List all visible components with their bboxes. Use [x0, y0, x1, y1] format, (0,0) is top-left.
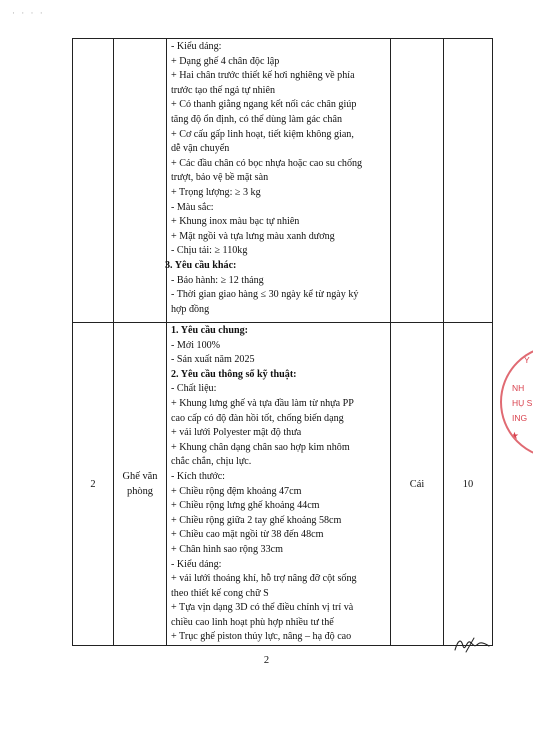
spec-line: + Hai chân trước thiết kế hơi nghiêng về phía	[171, 70, 355, 82]
spec-line: + Chiều cao mặt ngồi từ 38 đến 48cm	[171, 529, 324, 541]
page-number: 2	[263, 655, 270, 666]
red-seal-stamp	[500, 345, 533, 459]
spec-line: trước tạo thế ngả tự nhiên	[171, 84, 276, 96]
table-row-previous	[73, 39, 493, 323]
spec-line: - Thời gian giao hàng ≤ 30 ngày kể từ ngày ký	[171, 289, 359, 301]
spec-line: trượt, bảo vệ bề mặt sàn	[171, 172, 269, 184]
quantity-cell: 10	[444, 323, 493, 646]
seal-text: NH	[512, 383, 525, 393]
spec-cell	[167, 323, 391, 646]
spec-line: + Trục ghế piston thủy lực, nâng – hạ độ cao	[171, 631, 352, 643]
spec-line: + Mặt ngồi và tựa lưng màu xanh dương	[171, 230, 335, 242]
spec-line: chiều cao linh hoạt phù hợp nhiều tư thế	[171, 616, 334, 628]
spec-line: theo thiết kế cong chữ S	[171, 587, 269, 599]
star-icon: ★	[510, 431, 519, 442]
spec-line: - Chất liệu:	[171, 383, 217, 395]
spec-line: + Cơ cấu gấp linh hoạt, tiết kiệm không gian,	[171, 128, 354, 140]
seal-text: ING	[512, 413, 528, 423]
unit-cell: Cái	[391, 323, 444, 646]
item-name-cell: Ghế văn phòng	[114, 323, 167, 646]
spec-line: + Chiều rộng đệm khoảng 47cm	[171, 485, 302, 497]
spec-line: hợp đồng	[171, 303, 210, 315]
spec-line: chắc chắn, chịu lực.	[171, 456, 252, 468]
stt-cell: 2	[73, 323, 114, 646]
section-heading: 3. Yêu cầu khác:	[165, 259, 237, 271]
spec-line: + Dạng ghế 4 chân độc lập	[171, 55, 280, 67]
spec-line: + Chiều rộng lưng ghế khoảng 44cm	[171, 500, 320, 512]
spec-line: + Khung inox màu bạc tự nhiên	[171, 216, 300, 228]
spec-line: + vải lưới thoáng khí, hỗ trợ nâng đỡ cột sống	[171, 573, 357, 585]
spec-line: tăng độ ổn định, có thể dùng làm gác chân	[171, 113, 342, 125]
spec-line: + Chân hình sao rộng 33cm	[171, 543, 283, 555]
spec-line: - Sản xuất năm 2025	[171, 354, 255, 366]
spec-line: - Kiểu dáng:	[171, 41, 222, 52]
spec-line: + Khung lưng ghế và tựa đầu làm từ nhựa PP	[171, 397, 354, 409]
spec-line: + Khung chân dạng chân sao hợp kim nhôm	[171, 441, 350, 453]
spec-line: cao cấp có độ đàn hồi tốt, chống biến dạng	[171, 412, 344, 424]
spec-line: + Chiều rộng giữa 2 tay ghế khoảng 58cm	[171, 514, 342, 526]
spec-cell-previous	[167, 39, 391, 323]
spec-line: - Mới 100%	[171, 339, 221, 351]
spec-table	[72, 38, 493, 646]
section-heading: 1. Yêu cầu chung:	[171, 325, 249, 336]
spec-line: - Bảo hành: ≥ 12 tháng	[171, 274, 264, 286]
seal-text: Y	[524, 355, 530, 365]
spec-line: + Trọng lượng: ≥ 3 kg	[171, 186, 261, 198]
seal-text: HỤ S	[512, 398, 533, 408]
spec-line: + Có thanh giằng ngang kết nối các chân giúp	[171, 99, 357, 111]
table-row	[73, 323, 493, 646]
spec-line: - Kích thước:	[171, 470, 225, 482]
spec-line: - Màu sắc:	[171, 201, 214, 213]
spec-line: dễ vận chuyển	[171, 143, 230, 155]
spec-line: + Tựa vịn dạng 3D có thể điều chỉnh vị trí và	[171, 602, 354, 614]
unit-cell-empty	[391, 39, 444, 323]
spec-line: + Các đầu chân có bọc nhựa hoặc cao su chống	[171, 157, 363, 169]
qty-cell-empty	[444, 39, 493, 323]
spec-line: - Chịu tải: ≥ 110kg	[171, 245, 248, 257]
signature-mark	[452, 630, 492, 658]
stt-cell-empty	[73, 39, 114, 323]
spec-line: + vải lưới Polyester mật độ thưa	[171, 427, 302, 439]
scan-corner-mark: · · · ·	[12, 8, 45, 18]
name-cell-empty	[114, 39, 167, 323]
spec-line: - Kiểu dáng:	[171, 558, 222, 570]
section-heading: 2. Yêu cầu thông số kỹ thuật:	[171, 368, 297, 380]
